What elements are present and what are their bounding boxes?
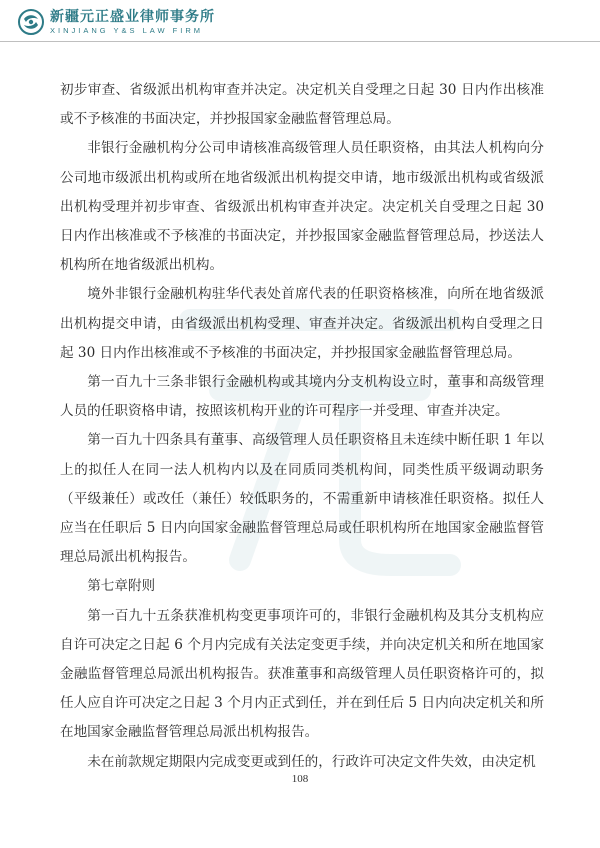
chapter-heading: 第七章附则 bbox=[87, 578, 156, 595]
paragraph: 境外非银行金融机构驻华代表处首席代表的任职资格核准，向所在地省级派出机构提交申请，由省级派出机构受理、审查并决定。省级派出机构自受理之日起 30 日内作出核准或不予核准的书面决定，并抄报国家金融监督管理总局。 bbox=[60, 286, 544, 361]
paragraph: 非银行金融机构分公司申请核准高级管理人员任职资格，由其法人机构向分公司地市级派出机构或所在地省级派出机构提交申请，地市级派出机构或省级派出机构受理并初步审查、省级派出机构审查并决定。决定机关自受理之日起 30 日内作出核准或不予核准的书面决定，并抄报国家金融监督管理总局，抄送法人机构所在地省级派出机构。 bbox=[60, 140, 544, 274]
paragraph: 第一百九十三条非银行金融机构或其境内分支机构设立时，董事和高级管理人员的任职资格申请，按照该机构开业的许可程序一并受理、审查并决定。 bbox=[60, 374, 544, 420]
paragraph: 初步审查、省级派出机构审查并决定。决定机关自受理之日起 30 日内作出核准或不予核准的书面决定，并抄报国家金融监督管理总局。 bbox=[60, 82, 544, 128]
firm-name-cn: 新疆元正盛业律师事务所 bbox=[50, 8, 215, 25]
page-number: 108 bbox=[291, 773, 309, 785]
paragraph: 未在前款规定期限内完成变更或到任的，行政许可决定文件失效，由决定机 bbox=[87, 753, 536, 770]
header-divider bbox=[0, 41, 600, 42]
firm-name-en: XINJIANG Y&S LAW FIRM bbox=[50, 25, 204, 35]
paragraph: 第一百九十四条具有董事、高级管理人员任职资格且未连续中断任职 1 年以上的拟任人在同一法人机构内以及在同质同类机构间，同类性质平级调动职务（平级兼任）或改任（兼任）较低职务的，不需重新申请核准任职资格。拟任人应当在任职后 5 日内向国家金融监督管理总局或任职机构所在地国家金融监督管理总局派出机构报告。 bbox=[60, 432, 544, 566]
ys-swirl-logo-icon bbox=[18, 9, 44, 35]
page-header bbox=[18, 6, 318, 38]
document-body bbox=[60, 76, 544, 777]
firm-name bbox=[50, 10, 215, 35]
paragraph: 第一百九十五条获准机构变更事项许可的，非银行金融机构及其分支机构应自许可决定之日起 6 个月内完成有关法定变更手续，并向决定机关和所在地国家金融监督管理总局派出机构报告。获准董事和高级管理人员任职资格许可的，拟任人应自许可决定之日起 3 个月内正式到任，并在到任后 5 日内向决定机关和所在地国家金融监督管理总局派出机构报告。 bbox=[60, 607, 544, 741]
